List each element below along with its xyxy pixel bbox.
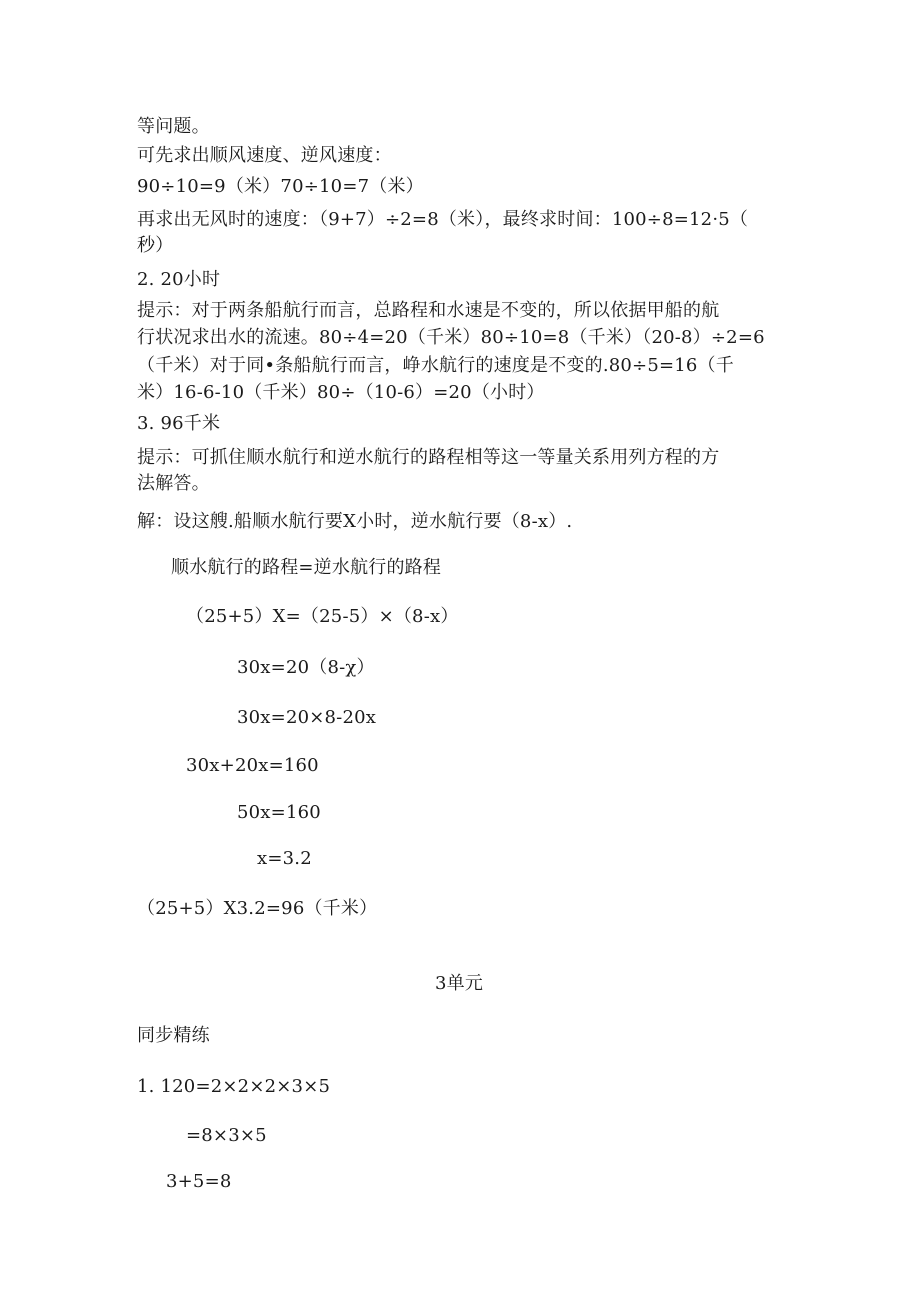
text-line-4: 再求出无风时的速度：（9+7）÷2=8（米），最终求时间：100÷8=12·5（ (137, 209, 749, 230)
text-line-3: 90÷10=9（米）70÷10=7（米） (137, 176, 424, 197)
equation-step-5: 50x=160 (237, 802, 321, 823)
hint-line-1: 提示：对于两条船航行而言，总路程和水速是不变的，所以依据甲船的航 (137, 300, 720, 321)
list-item-2: 2. 20小时 (137, 269, 221, 290)
text-line-5: 秒） (137, 235, 174, 256)
equation-step-2: 30x=20（8-χ） (237, 657, 375, 678)
equation-step-3: 30x=20×8-20x (237, 707, 377, 728)
text-line-2: 可先求出顺风速度、逆风速度： (137, 145, 392, 166)
answer-line: （25+5）X3.2=96（千米） (137, 898, 378, 919)
hint-line-5: 提示：可抓住顺水航行和逆水航行的路程相等这一等量关系用列方程的方 (137, 447, 720, 468)
list-item-3: 3. 96千米 (137, 413, 221, 434)
section-heading: 同步精练 (137, 1025, 210, 1046)
hint-line-4: 米）16-6-10（千米）80÷（10-6）=20（小时） (137, 382, 545, 403)
equation-step-1: （25+5）X=（25-5）×（8-x） (186, 606, 459, 627)
solution-line: 解：设这艘.船顺水航行要X小时，逆水航行要（8-x）. (137, 511, 573, 532)
hint-line-2: 行状况求出水的流速。80÷4=20（千米）80÷10=8（千米）（20-8）÷2=6 (137, 327, 765, 348)
hint-line-6: 法解答。 (137, 473, 210, 494)
hint-line-3: （千米）对于同•条船航行而言，峥水航行的速度是不变的.80÷5=16（千 (137, 355, 734, 376)
unit-heading: 3单元 (435, 973, 484, 994)
exercise-1-line-3: 3+5=8 (166, 1171, 232, 1192)
equation-step-4: 30x+20x=160 (186, 755, 319, 776)
equation-statement: 顺水航行的路程=逆水航行的路程 (171, 557, 442, 578)
exercise-1-line-2: =8×3×5 (186, 1125, 267, 1146)
equation-step-6: x=3.2 (257, 848, 312, 869)
text-line-1: 等问题。 (137, 116, 210, 137)
exercise-1-line-1: 1. 120=2×2×2×3×5 (137, 1076, 331, 1097)
